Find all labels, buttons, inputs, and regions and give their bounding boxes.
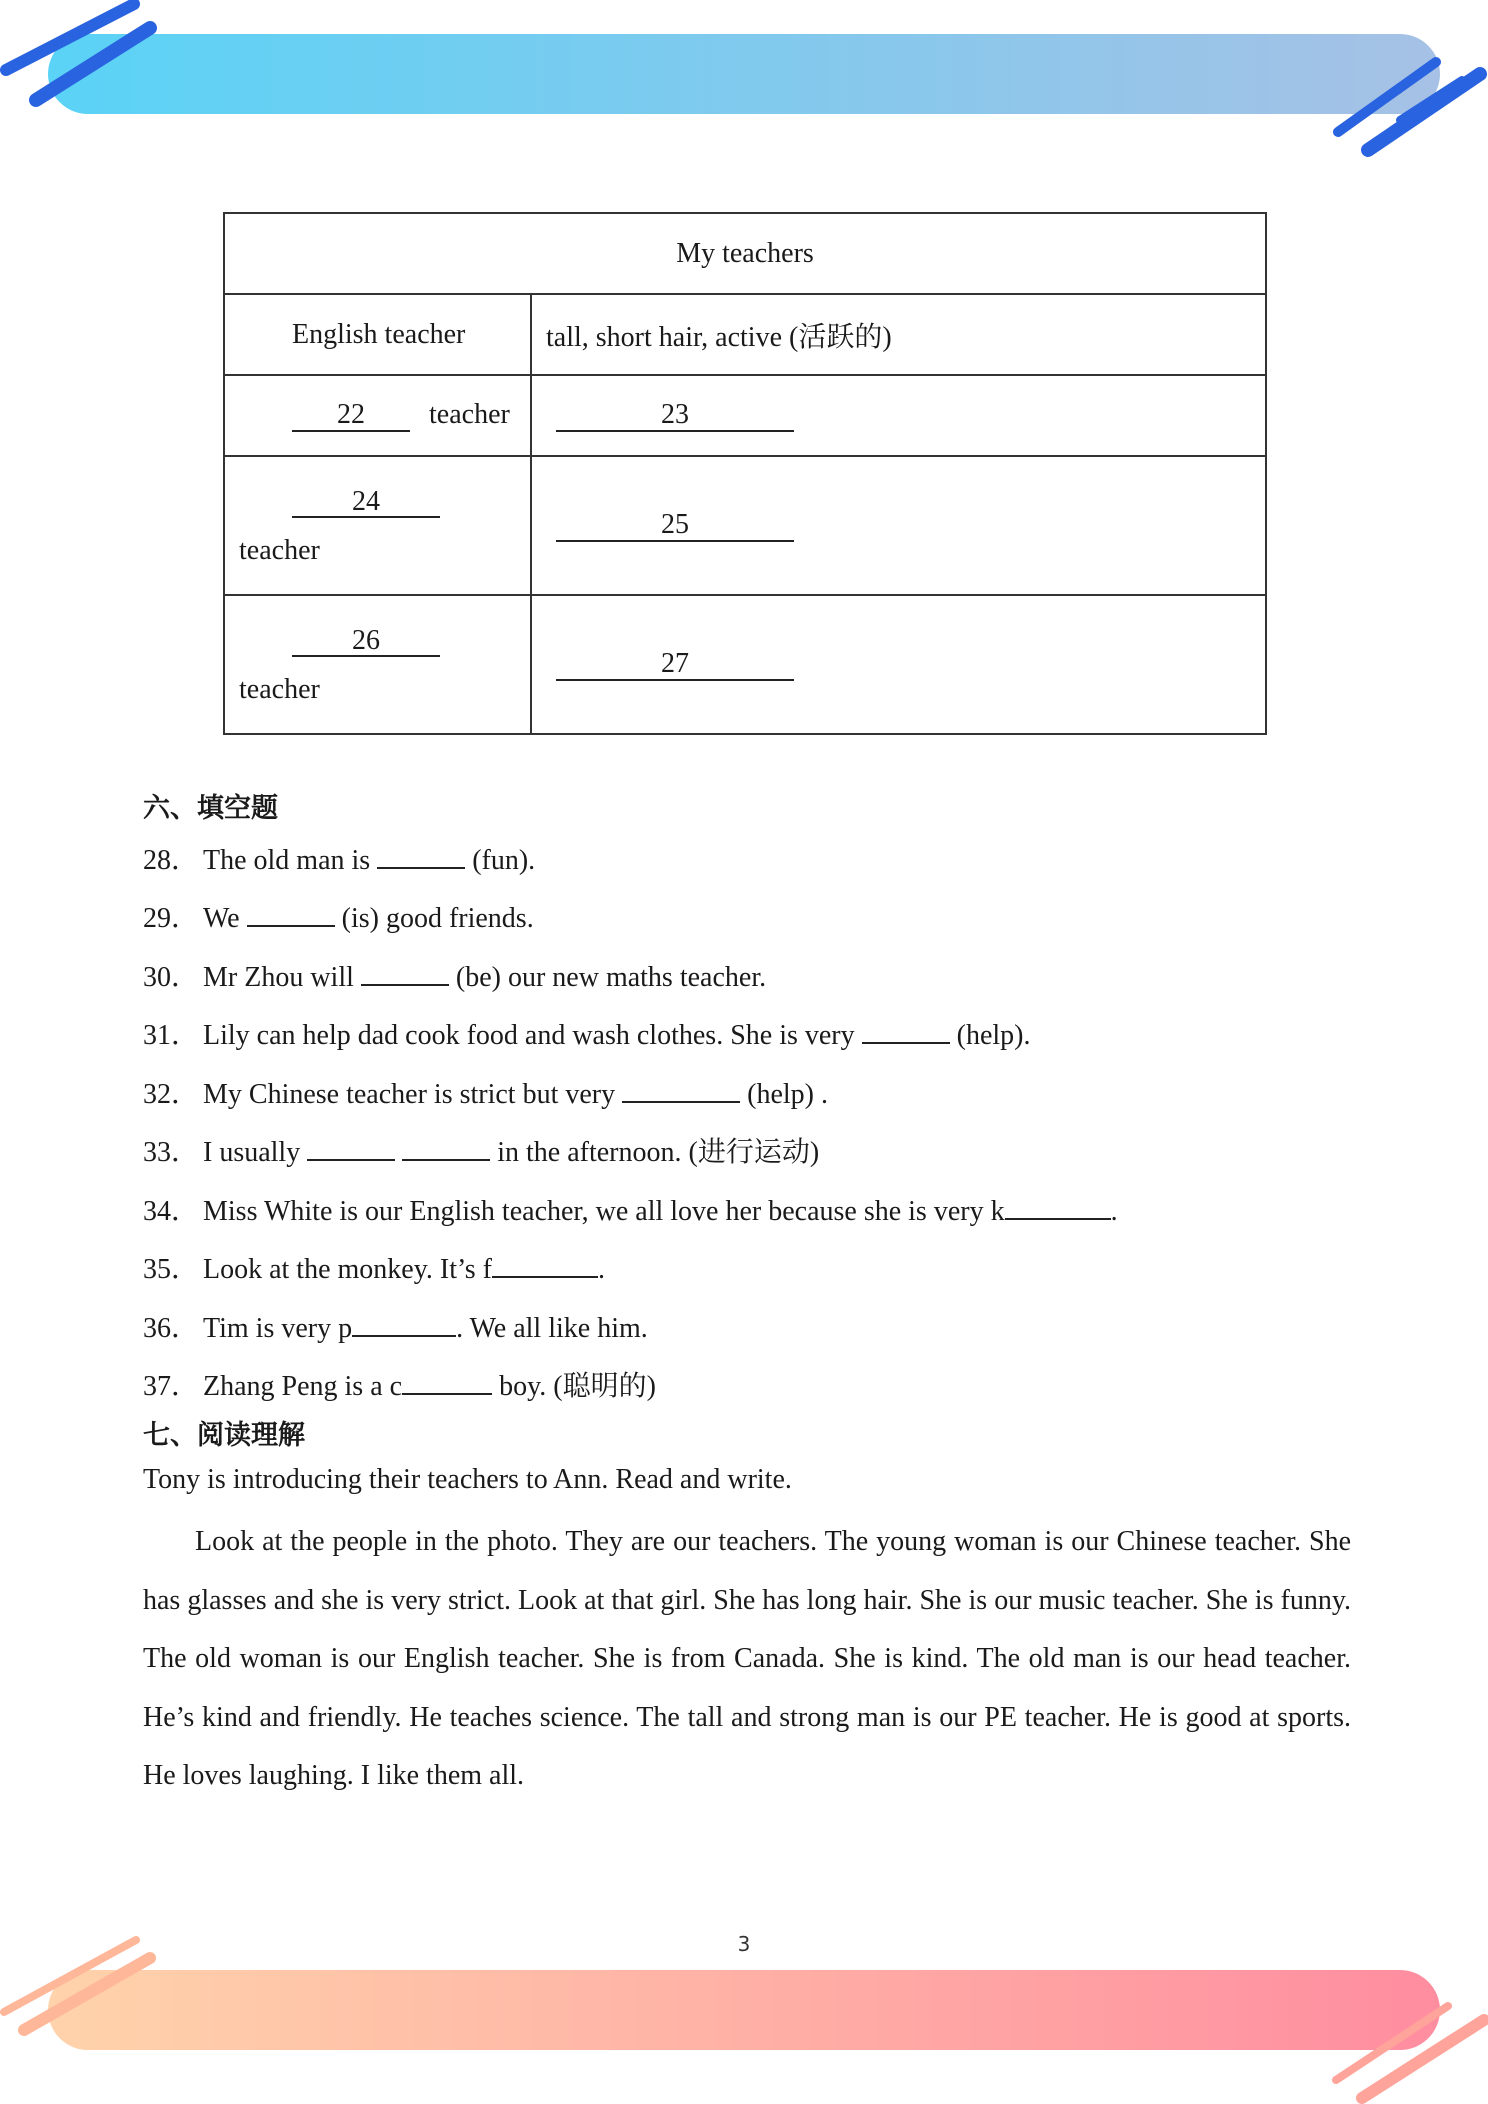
answer-blank[interactable] (622, 1075, 740, 1103)
row-label (224, 595, 531, 734)
question-29 (143, 896, 534, 936)
question-number: 31． (143, 1020, 200, 1051)
question-text: We (203, 903, 247, 934)
answer-blank[interactable] (402, 1367, 492, 1395)
footer-band (48, 1970, 1440, 2050)
question-text: . (1110, 1196, 1118, 1227)
row-description (531, 595, 1266, 734)
question-number: 37． (143, 1371, 200, 1402)
question-text: Zhang Peng is a c (203, 1371, 403, 1402)
row-label (224, 375, 531, 456)
question-text: . We all like him. (456, 1313, 648, 1344)
question-text: I usually (203, 1137, 308, 1168)
table-row (224, 595, 1266, 734)
blank-22[interactable]: 22 (292, 400, 410, 431)
question-33 (143, 1130, 819, 1170)
question-text: Tim is very p (203, 1313, 353, 1344)
question-text: boy. (聪明的) (492, 1371, 656, 1402)
row-description (531, 375, 1266, 456)
row-label-suffix: teacher (239, 673, 320, 705)
question-28 (143, 838, 535, 878)
question-text: The old man is (203, 845, 378, 876)
question-text: in the afternoon. (进行运动) (490, 1137, 820, 1168)
answer-blank[interactable] (862, 1016, 950, 1044)
row-label-suffix: teacher (239, 534, 320, 566)
question-text: Mr Zhou will (203, 962, 361, 993)
answer-blank[interactable] (307, 1133, 395, 1161)
question-32 (143, 1072, 828, 1112)
question-34 (143, 1189, 1118, 1229)
blank-23[interactable]: 23 (556, 400, 794, 431)
question-number: 35． (143, 1254, 200, 1285)
page-number: 3 (737, 1932, 751, 1956)
question-text: (is) good friends. (334, 903, 534, 934)
question-number: 33． (143, 1137, 200, 1168)
question-30 (143, 955, 766, 995)
row-label-suffix: teacher (429, 399, 510, 431)
question-number: 30． (143, 962, 200, 993)
answer-blank[interactable] (352, 1309, 456, 1337)
footer-decoration (0, 1920, 1488, 2104)
table-row (224, 375, 1266, 456)
table-title: My teachers (224, 213, 1266, 294)
answer-blank[interactable] (377, 841, 465, 869)
question-36 (143, 1306, 648, 1346)
blank-25[interactable]: 25 (556, 510, 794, 541)
question-text: (help) . (740, 1079, 828, 1110)
question-number: 32． (143, 1079, 200, 1110)
question-text: Miss White is our English teacher, we all love her because she is very k (203, 1196, 1005, 1227)
question-text: (help). (949, 1020, 1031, 1051)
question-35 (143, 1247, 605, 1287)
section-6-title: 六、填空题 (143, 793, 278, 824)
row-description: tall, short hair, active (活跃的) (531, 294, 1266, 375)
question-number: 36． (143, 1313, 200, 1344)
table-header-row (224, 213, 1266, 294)
blank-24[interactable]: 24 (292, 487, 440, 518)
answer-blank[interactable] (492, 1250, 598, 1278)
answer-blank[interactable] (1005, 1192, 1111, 1220)
question-number: 34． (143, 1196, 200, 1227)
answer-blank[interactable] (247, 899, 335, 927)
teachers-table-wrapper (223, 212, 1267, 735)
blank-27[interactable]: 27 (556, 649, 794, 680)
row-label: English teacher (224, 294, 531, 375)
question-text: My Chinese teacher is strict but very (203, 1079, 623, 1110)
question-text: (fun). (465, 845, 536, 876)
blank-26[interactable]: 26 (292, 626, 440, 657)
section-7-title: 七、阅读理解 (143, 1420, 305, 1451)
answer-blank[interactable] (402, 1133, 490, 1161)
question-text: (be) our new maths teacher. (448, 962, 767, 993)
question-number: 29． (143, 903, 200, 934)
question-37 (143, 1364, 656, 1404)
header-band (48, 34, 1440, 114)
table-row (224, 294, 1266, 375)
row-label (224, 456, 531, 595)
reading-passage: Look at the people in the photo. They are our teachers. The young woman is our Chinese teacher. She has glasses and she is very strict. Look at that girl. She has long hair. She is our music teacher. She is funny. The old woman is our English teacher. She is from Canada. She is kind. The old man is our head teacher. He’s kind and friendly. He teaches science. The tall and strong man is our PE teacher. He is good at sports. He loves laughing. I like them all. (143, 1526, 1351, 1791)
reading-intro: Tony is introducing their teachers to Ann. Read and write. (143, 1464, 792, 1495)
header-decoration (0, 0, 1488, 180)
question-text: Look at the monkey. It’s f (203, 1254, 493, 1285)
question-31 (143, 1013, 1030, 1053)
question-text (395, 1137, 402, 1168)
table-row (224, 456, 1266, 595)
question-text: . (598, 1254, 606, 1285)
teachers-table (223, 212, 1267, 735)
question-number: 28． (143, 845, 200, 876)
question-text: Lily can help dad cook food and wash clothes. She is very (203, 1020, 862, 1051)
row-description (531, 456, 1266, 595)
answer-blank[interactable] (361, 958, 449, 986)
